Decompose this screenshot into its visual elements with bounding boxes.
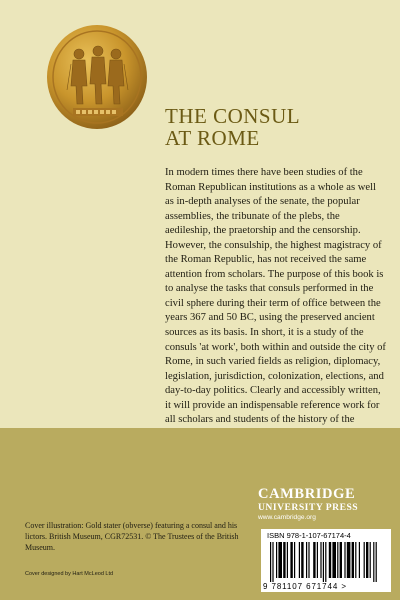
publisher-url: www.cambridge.org — [258, 514, 316, 521]
barcode-bar — [344, 542, 345, 578]
book-description: In modern times there have been studies of the Roman Republican institutions as a whole as well as in-depth analyses of the senate, the popular assemblies, the tribunate of the plebs, the aedileship, the praetorship and the censorship. However, the consulship, the highest magistracy of the Roman Republic, has not received the same attention from scholars. The purpose of this book is to analyse the tasks that consuls performed in the civil sphere during their term of office between the years 367 and 50 BC, using the preserved ancient sources as its basis. In short, it is a study of the consuls 'at work', both within and outside the city of Rome, in such varied fields as religion, diplomacy, legislation, jurisdiction, colonization, elections, and day-to-day politics. Clearly and accessibly written, it will provide an indispensable reference work for all scholars and students of the history of the — [165, 167, 386, 426]
barcode-bar — [373, 542, 374, 582]
barcode-bar — [276, 542, 277, 578]
barcode-bar — [320, 542, 321, 578]
book-title-line-2: AT ROME — [165, 126, 260, 150]
barcode-bar — [366, 542, 368, 578]
cover-illustration-credit: Cover illustration: Gold stater (obverse) featuring a consul and his lictors. British Museum, CGR72531. © The Trustees of the British Museum. — [25, 521, 239, 552]
barcode-digits: 9 781107 671744 > — [263, 582, 347, 591]
barcode-bar — [299, 542, 300, 578]
barcode-bar — [359, 542, 360, 578]
isbn-label: ISBN 978-1-107-67174-4 — [267, 531, 351, 540]
barcode-bar — [301, 542, 303, 578]
barcode-bar — [294, 542, 295, 578]
barcode-bar — [270, 542, 271, 582]
publisher-name: CAMBRIDGE — [258, 486, 356, 502]
barcode-bar — [329, 542, 331, 578]
barcode-bar — [287, 542, 288, 578]
barcode-bar — [352, 542, 354, 578]
barcode-bar — [313, 542, 315, 578]
publisher-subtitle: UNIVERSITY PRESS — [258, 502, 359, 513]
book-title — [165, 105, 385, 149]
publisher-logo — [258, 487, 388, 522]
book-title-line-1: THE CONSUL — [165, 104, 301, 128]
gold-stater-coin-image — [46, 24, 148, 130]
barcode-bar — [290, 542, 292, 578]
barcode-bar — [337, 542, 338, 578]
barcode-bar — [332, 542, 336, 578]
barcode-bar — [272, 542, 273, 582]
barcode-bar — [376, 542, 377, 582]
barcode-bar — [278, 542, 282, 578]
barcode-bar — [325, 542, 326, 582]
barcode-bar — [323, 542, 324, 582]
barcode-bar — [340, 542, 342, 578]
barcode-bar — [355, 542, 356, 578]
barcode-bar — [317, 542, 318, 578]
barcode-bar — [370, 542, 371, 578]
barcode-bar — [364, 542, 365, 578]
barcode-bar — [283, 542, 285, 578]
barcode-bar — [347, 542, 351, 578]
cover-designer-credit: Cover designed by Hart McLeod Ltd — [25, 571, 114, 577]
barcode-bar — [306, 542, 307, 578]
barcode-bars — [270, 542, 382, 582]
barcode-panel — [261, 529, 391, 592]
barcode-bar — [308, 542, 309, 578]
